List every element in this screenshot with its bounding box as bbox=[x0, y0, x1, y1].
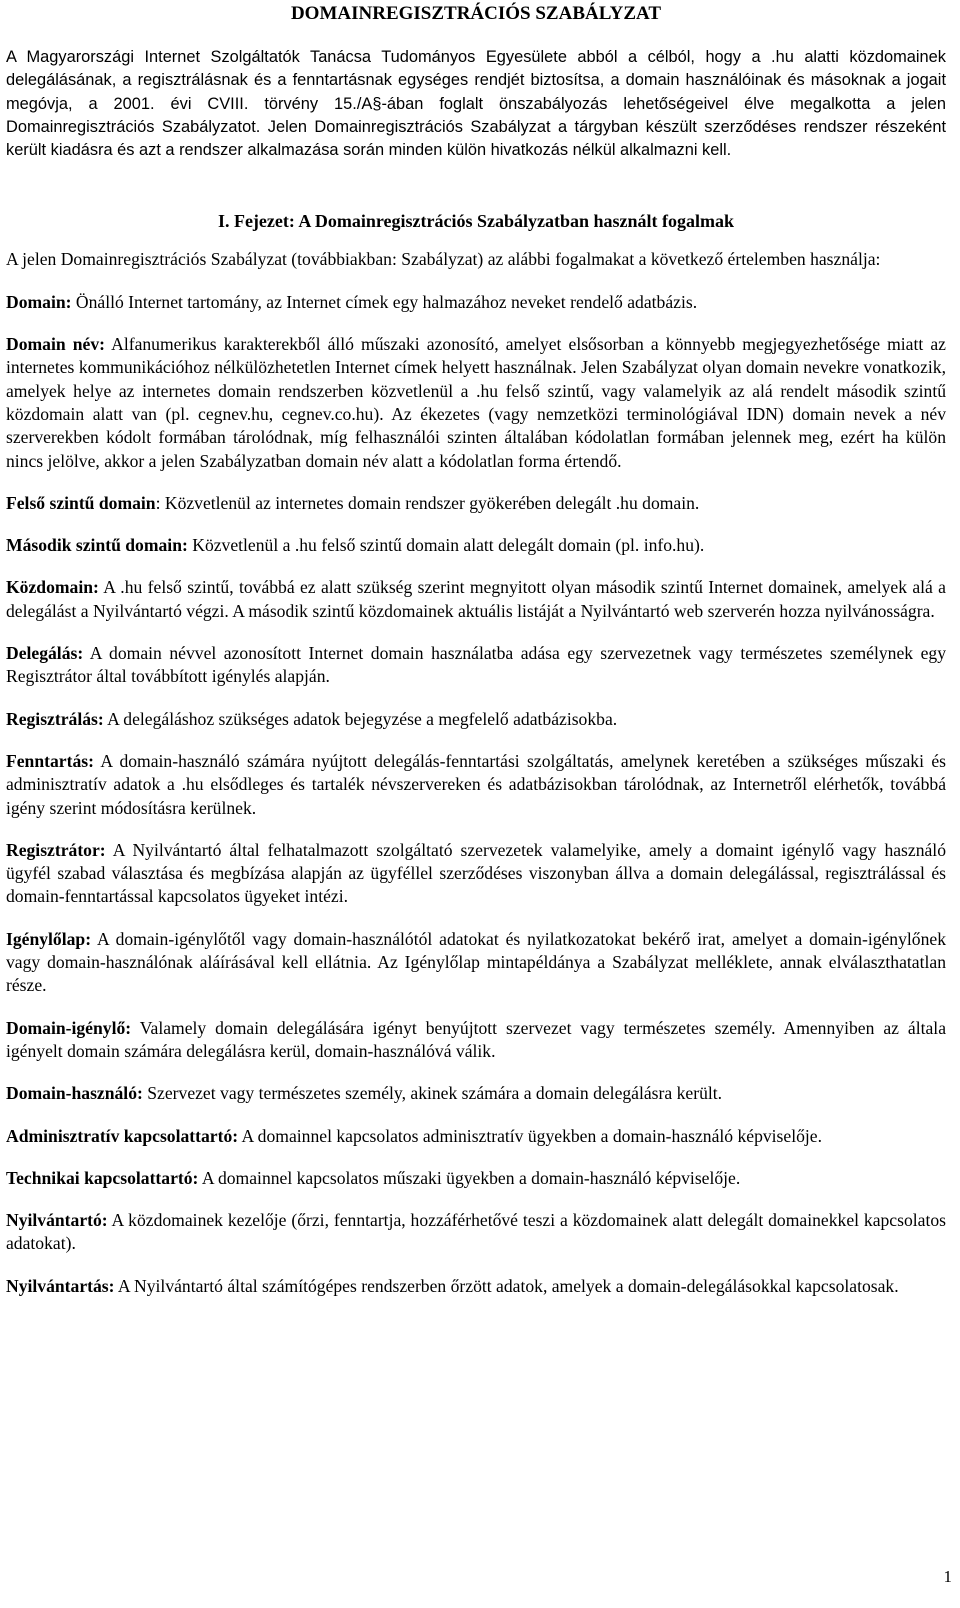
definition-nyilvantartas bbox=[6, 1275, 946, 1298]
definition-text: A .hu felső szintű, továbbá ez alatt szükség szerint megnyitott olyan második szintű Internet domainek, amelyek alá a delegálást a Nyilvántartó végzi. A második szintű közdomainek aktuális listáját a Nyilvántartó web szerverén hozza nyilvánosságra. bbox=[6, 577, 946, 621]
definition-text: Valamely domain delegálására igényt benyújtott szervezet vagy természetes személy. Amennyiben az általa igényelt domain számára delegálásra kerül, domain-használóvá válik. bbox=[6, 1017, 946, 1061]
definition-igenylolap bbox=[6, 928, 946, 998]
chapter-title: I. Fejezet: A Domainregisztrációs Szabályzatban használt fogalmak bbox=[217, 211, 735, 232]
definition-domain-hasznalo bbox=[6, 1082, 946, 1105]
definition-term: Második szintű domain: bbox=[6, 535, 188, 556]
definition-text: A domain névvel azonosított Internet domain használatba adása egy szervezetnek vagy természetes személynek egy Regisztrátor által továbbított igénylés alapján. bbox=[6, 643, 946, 687]
definition-felso-szintu-domain bbox=[6, 492, 946, 515]
definition-term: Delegálás: bbox=[6, 643, 84, 664]
definition-text: A domain-használó számára nyújtott delegálás-fenntartási szolgáltatás, amelynek keretében a szükséges műszaki és adminisztratív adatok a .hu elsődleges és tartalék névszervereken és adatbázisokban tárolódnak, az Internetről elérhetők, továbbá igény szerint módosításra kerülnek. bbox=[6, 750, 946, 818]
chapter-intro-paragraph: A jelen Domainregisztrációs Szabályzat (továbbiakban: Szabályzat) az alábbi fogalmakat a következő értelemben használja: bbox=[6, 249, 881, 270]
definition-domain-igenylo bbox=[6, 1017, 946, 1064]
definition-term: Fenntartás: bbox=[6, 750, 94, 771]
page-number: 1 bbox=[943, 1567, 952, 1586]
definition-kozdomain bbox=[6, 576, 946, 623]
definition-nyilvantarto bbox=[6, 1209, 946, 1256]
definition-term: Technikai kapcsolattartó: bbox=[6, 1167, 199, 1188]
definition-adminisztrativ-kapcsolattarto bbox=[6, 1125, 946, 1148]
definition-text: A domainnel kapcsolatos műszaki ügyekben a domain-használó képviselője. bbox=[198, 1167, 741, 1188]
definition-masodik-szintu-domain bbox=[6, 534, 946, 557]
definition-term: Igénylőlap: bbox=[6, 928, 92, 949]
definition-text: A domain-igénylőtől vagy domain-használótól adatokat és nyilatkozatokat bekérő irat, amelyet a domain-igénylőnek vagy domain-használónak aláírásával kell ellátnia. Az Igénylőlap mintapéldánya a Szabályzat melléklete, annak elválaszthatatlan része. bbox=[6, 928, 946, 996]
definition-term: Domain-igénylő: bbox=[6, 1017, 132, 1038]
definition-text: Szervezet vagy természetes személy, akinek számára a domain delegálásra került. bbox=[142, 1083, 723, 1104]
definition-term: Domain név: bbox=[6, 334, 105, 355]
definition-domain-nev bbox=[6, 333, 946, 473]
definition-term: Nyilvántartás: bbox=[6, 1275, 115, 1296]
document-page bbox=[6, 0, 946, 1298]
definition-term: Adminisztratív kapcsolattartó: bbox=[6, 1125, 239, 1146]
definition-term: Közdomain: bbox=[6, 577, 99, 598]
definition-fenntartas bbox=[6, 750, 946, 820]
definition-term: Domain-használó: bbox=[6, 1083, 143, 1104]
definition-term: Regisztrálás: bbox=[6, 708, 104, 729]
document-title: DOMAINREGISZTRÁCIÓS SZABÁLYZAT bbox=[290, 3, 662, 24]
definition-term: Nyilvántartó: bbox=[6, 1210, 108, 1231]
definition-text: Önálló Internet tartomány, az Internet címek egy halmazához neveket rendelő adatbázis. bbox=[71, 291, 698, 312]
intro-paragraph: A Magyarországi Internet Szolgáltatók Tanácsa Tudományos Egyesülete abból a célból, hogy a .hu alatti közdomainek delegálásának, a regisztrálásnak és a fenntartásnak egységes rendjét biztosítsa, a domain használóinak és másoknak a jogait megóvja, a 2001. évi CVIII. törvény 15./A§-ában foglalt önszabályozás lehetőségeivel élve megalkotta a jelen Domainregisztrációs Szabályzatot. Jelen Domainregisztrációs Szabályzat a tárgyban készült szerződéses rendszer részeként került kiadásra és azt a rendszer alkalmazása során minden külön hivatkozás nélkül alkalmazni kell. bbox=[6, 48, 946, 160]
definition-domain bbox=[6, 291, 946, 314]
definition-term: Regisztrátor: bbox=[6, 839, 106, 860]
definition-text: : Közvetlenül az internetes domain rendszer gyökerében delegált .hu domain. bbox=[155, 492, 700, 513]
definition-delegalas bbox=[6, 642, 946, 689]
definition-text: A delegáláshoz szükséges adatok bejegyzése a megfelelő adatbázisokba. bbox=[103, 708, 618, 729]
definition-text: A Nyilvántartó által felhatalmazott szolgáltató szervezetek valamelyike, amely a domaint igénylő vagy használó ügyfél szabad választása és megbízása alapján az ügyféllel szerződéses viszonyban állva a domain delegálással, regisztrálással és domain-fenntartással kapcsolatos ügyeket intézi. bbox=[6, 839, 946, 907]
definition-term: Felső szintű domain bbox=[6, 492, 156, 513]
definition-text: Alfanumerikus karakterekből álló műszaki azonosító, amelyet elsősorban a könnyebb megjegyezhetősége miatt az internetes kommunikációhoz nélkülözhetetlen Internet címek helyett használnak. Jelen Szabályzat olyan domain nevekre vonatkozik, amelyek helye az internetes domain rendszerben közvetlenül a .hu felső szintű, vagy valamelyik az alá rendelt második szintű közdomain alatt van (pl. cegnev.hu, cegnev.co.hu). Az ékezetes (vagy nemzetközi terminológiával IDN) domain nevek a név szerverekben kódolt formában tárolódnak, míg felhasználói szinten általában kódolatlan formában jelennek meg, ezért ha külön nincs jelölve, akkor a jelen Szabályzatban domain név alatt a kódolatlan forma értendő. bbox=[6, 334, 946, 471]
definition-regisztralas bbox=[6, 708, 946, 731]
definition-text: A domainnel kapcsolatos adminisztratív ügyekben a domain-használó képviselője. bbox=[238, 1125, 822, 1146]
definition-text: A közdomainek kezelője (őrzi, fenntartja, hozzáférhetővé teszi a közdomainek alatt delegált domainekkel kapcsolatos adatokat). bbox=[6, 1210, 946, 1254]
definition-technikai-kapcsolattarto bbox=[6, 1167, 946, 1190]
definition-regisztrator bbox=[6, 839, 946, 909]
definition-term: Domain: bbox=[6, 291, 72, 312]
definition-text: A Nyilvántartó által számítógépes rendszerben őrzött adatok, amelyek a domain-delegálásokkal kapcsolatosak. bbox=[114, 1275, 899, 1296]
definition-text: Közvetlenül a .hu felső szintű domain alatt delegált domain (pl. info.hu). bbox=[187, 535, 705, 556]
